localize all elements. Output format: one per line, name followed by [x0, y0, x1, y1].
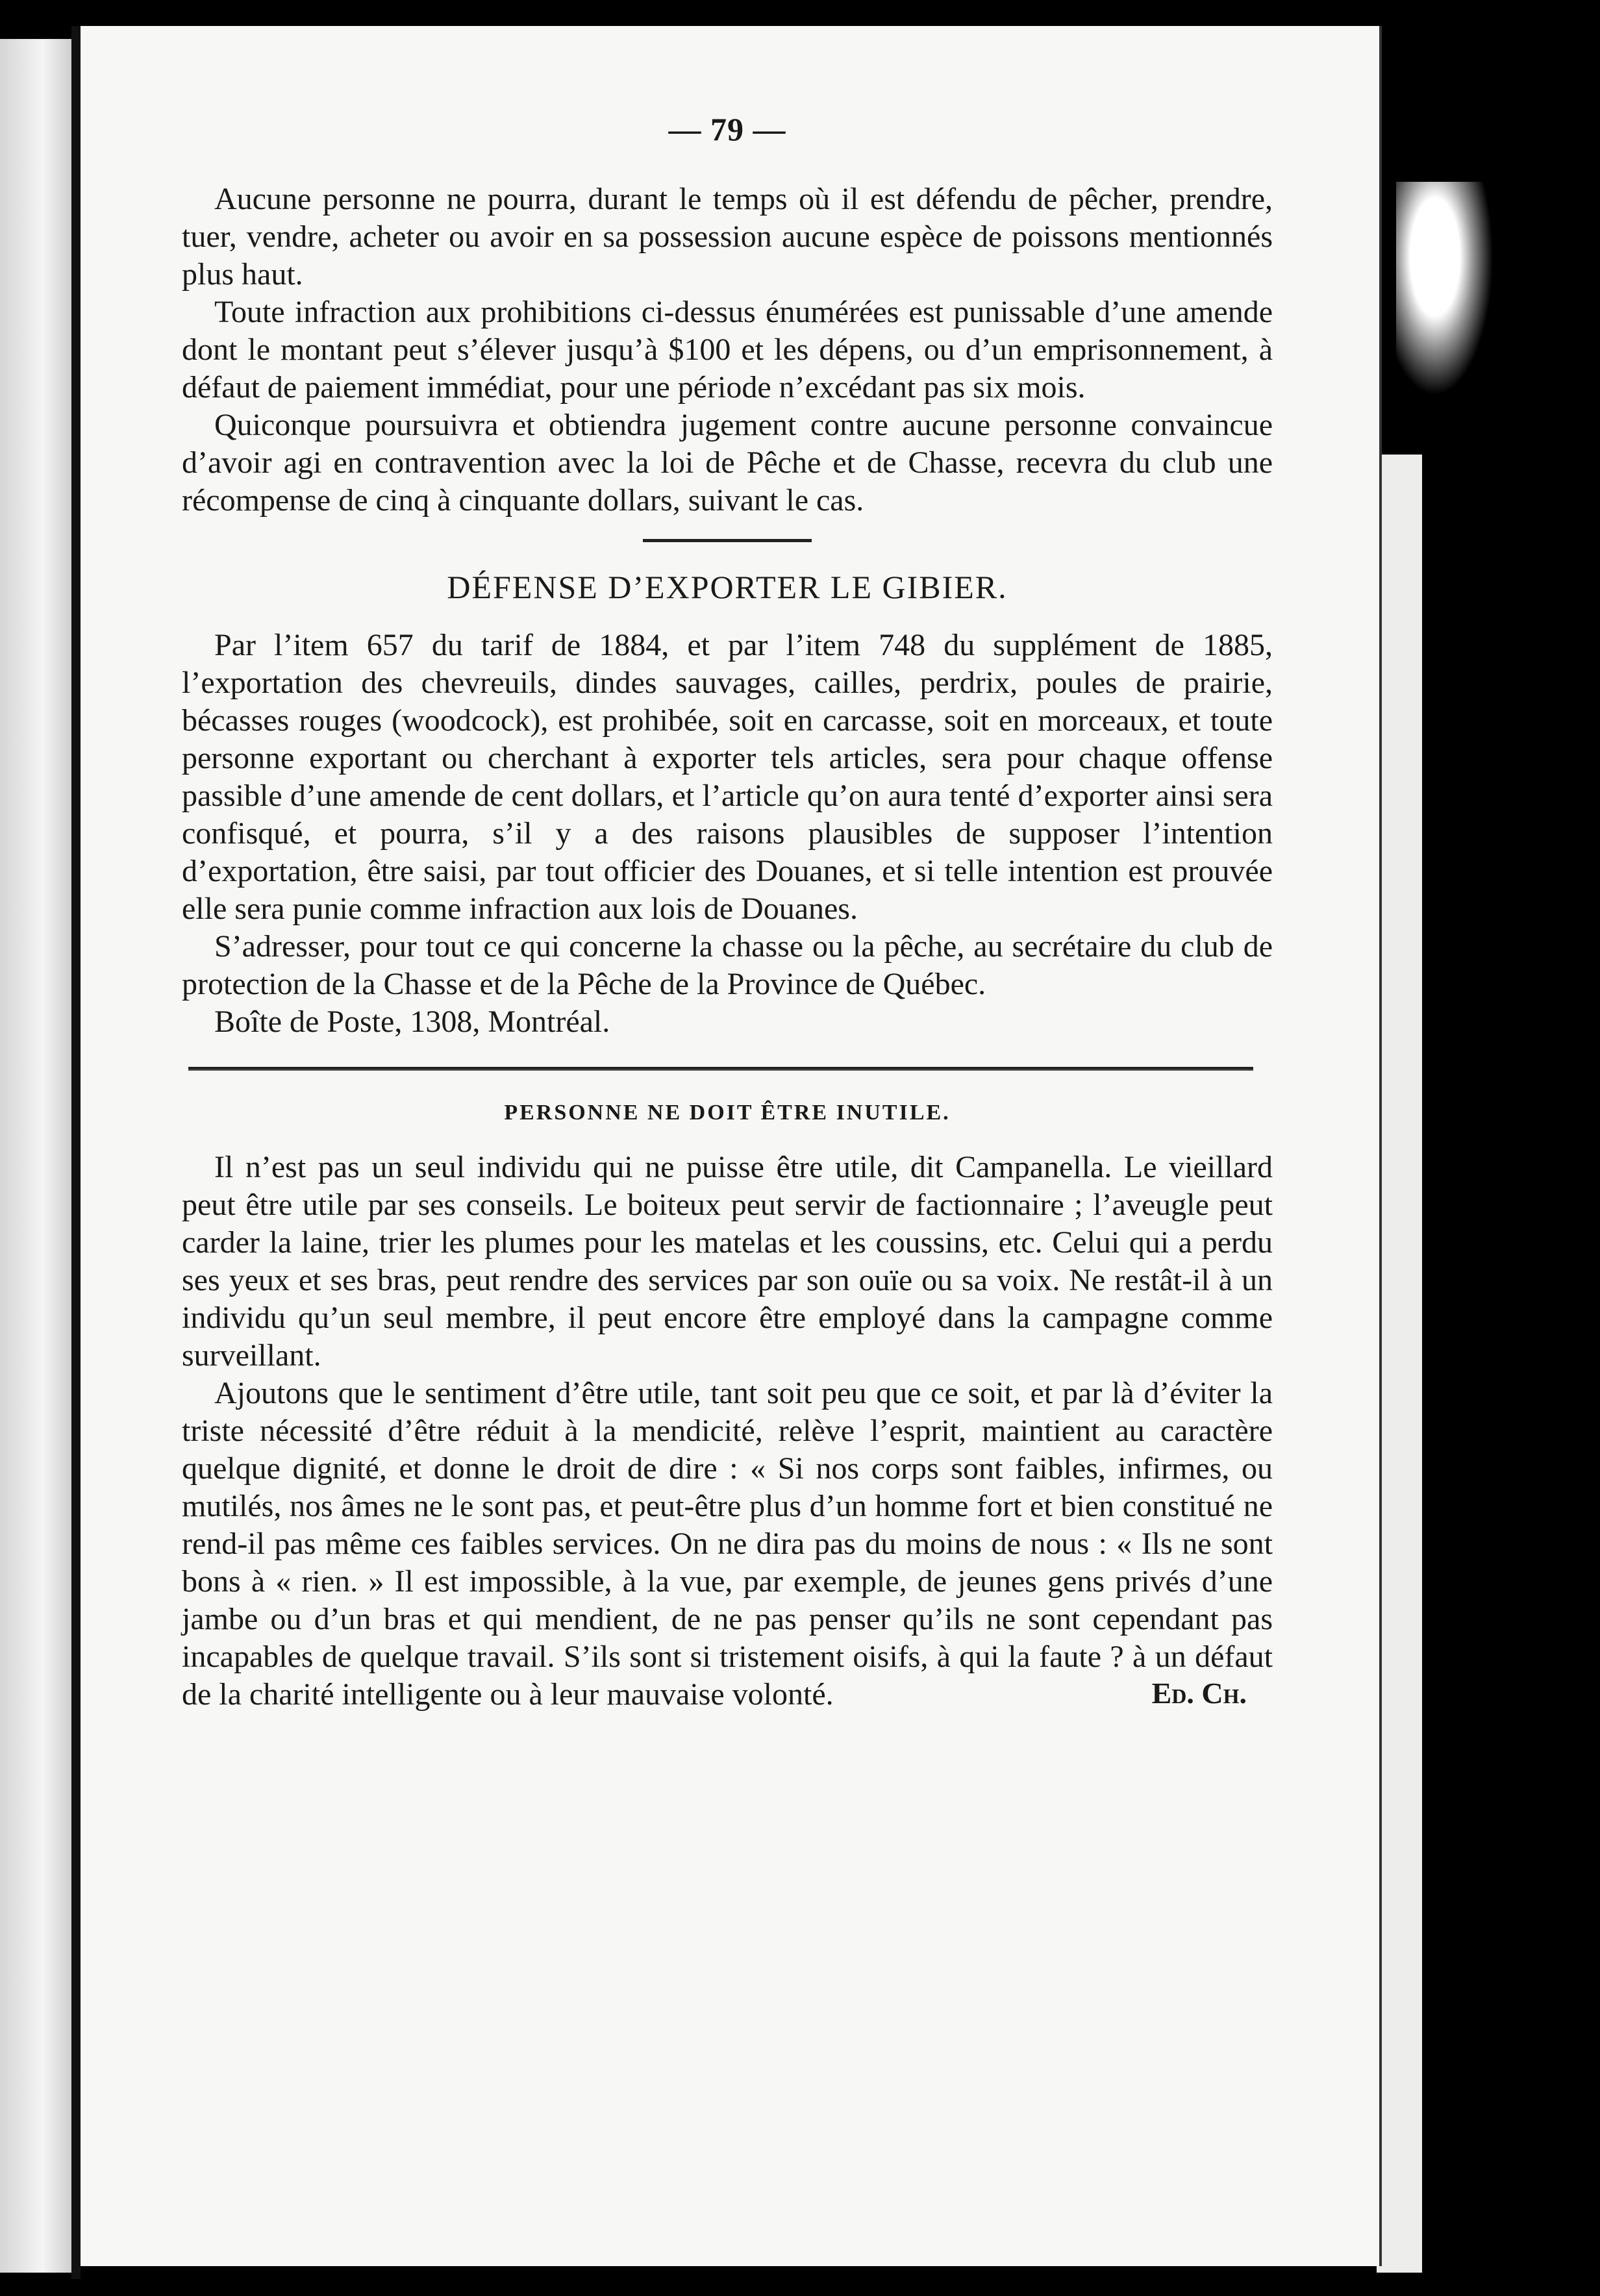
section-divider	[188, 1067, 1253, 1071]
page-edge-right	[1377, 455, 1422, 2273]
gutter-shadow	[71, 26, 81, 2279]
scan-artifact	[1396, 182, 1494, 396]
paragraph: Toute infraction aux prohibitions ci-dessus énumérées est punissable d’une amende dont le montant peut s’élever jusqu’à $100 et les dépens, ou d’un emprisonnement, à défaut de paiement immédiat, pour une période n’excédant pas six mois.	[182, 295, 1273, 405]
paragraph: S’adresser, pour tout ce qui concerne la chasse ou la pêche, au secrétaire du club de protection de la Chasse et de la Pêche de la Province de Québec.	[182, 929, 1273, 1001]
paragraph: Aucune personne ne pourra, durant le temps où il est défendu de pêcher, prendre, tuer, vendre, acheter ou avoir en sa possession aucune espèce de poissons mentionnés plus haut.	[182, 182, 1273, 292]
paragraph: Quiconque poursuivra et obtiendra jugement contre aucune personne convaincue d’avoir agi en contravention avec la loi de Pêche et de Chasse, recevra du club une récompense de cinq à cinquante dollars, suivant le cas.	[182, 408, 1273, 518]
section-nobody-useless	[182, 1101, 1273, 1710]
section-heading: DÉFENSE D’EXPORTER LE GIBIER.	[447, 569, 1008, 605]
paragraph: Par l’item 657 du tarif de 1884, et par l’item 748 du supplément de 1885, l’exportation des chevreuils, dindes sauvages, cailles, perdrix, poules de prairie, bécasses rouges (woodcock), est prohibée, soit en carcasse, soit en morceaux, et toute personne exportant ou cherchant à exporter tels articles, sera pour chaque offense passible d’une amende de cent dollars, et l’article qu’on aura tenté d’exporter ainsi sera confisqué, et pourra, s’il y a des raisons plausibles de supposer l’intention d’exportation, être saisi, par tout officier des Douanes, et si telle intention est prouvée elle sera punie comme infraction aux lois de Douanes.	[182, 628, 1273, 926]
section-fishing-rules	[182, 181, 1273, 519]
page-number: — 79 —	[668, 111, 786, 147]
author-signature: Ed. Ch.	[1151, 1677, 1247, 1710]
facing-page-edge	[0, 39, 71, 2273]
postal-address: Boîte de Poste, 1308, Montréal.	[214, 1004, 610, 1039]
paragraph: Il n’est pas un seul individu qui ne puisse être utile, dit Campanella. Le vieillard peut être utile par ses conseils. Le boiteux peut servir de factionnaire ; l’aveugle peut carder la laine, trier les plumes pour les matelas et les coussins, etc. Celui qui a perdu ses yeux et ses bras, peut rendre des services par son ouïe ou sa voix. Ne restât-il à un individu qu’un seul membre, il peut encore être employé dans la campagne comme surveillant.	[182, 1150, 1273, 1373]
page-content	[182, 110, 1273, 1710]
section-heading: PERSONNE NE DOIT ÊTRE INUTILE.	[504, 1101, 951, 1125]
section-export-ban	[182, 568, 1273, 1041]
section-divider	[643, 539, 812, 542]
paragraph: Ajoutons que le sentiment d’être utile, tant soit peu que ce soit, et par là d’éviter la triste nécessité d’être réduit à la mendicité, relève l’esprit, maintient au caractère quelque dignité, et donne le droit de dire : « Si nos corps sont faibles, infirmes, ou mutilés, nos âmes ne le sont pas, et peut-être plus d’un homme fort et bien constitué ne rend-il pas même ces faibles services. On ne dira pas du moins de nous : « Ils ne sont bons à « rien. » Il est impossible, à la vue, par exemple, de jeunes gens privés d’une jambe ou d’un bras et qui mendient, de ne pas penser qu’ils ne sont cependant pas incapables de quelque travail. S’ils sont si tristement oisifs, à qui la faute ? à un défaut de la charité intelligente ou à leur mauvaise volonté.	[182, 1376, 1273, 1712]
